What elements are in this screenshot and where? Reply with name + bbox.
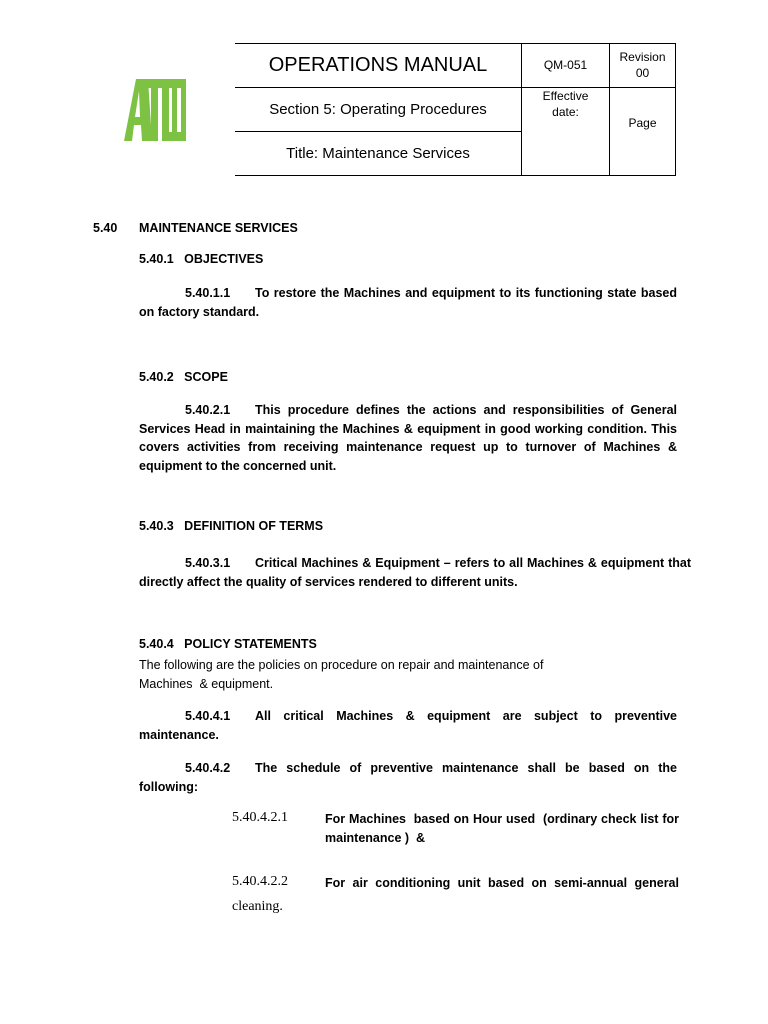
para-number: 5.40.1.1 <box>185 286 231 300</box>
manual-title: OPERATIONS MANUAL <box>268 53 488 76</box>
para-number: 5.40.3.1 <box>185 556 231 570</box>
sub-item-1 <box>325 810 679 847</box>
para-text: The schedule of preventive maintenance shall be based on the <box>255 761 677 775</box>
para-text: To restore the Machines and equipment to its functioning state based <box>255 286 677 300</box>
objectives-paragraph <box>139 284 677 321</box>
section-title: Section 5: Operating Procedures <box>269 101 487 118</box>
company-logo <box>122 75 188 141</box>
document-header <box>235 43 676 176</box>
sub-item-2 <box>325 874 679 893</box>
revision-label: Revision <box>619 50 666 64</box>
revision-cell <box>610 43 675 87</box>
para-number: 5.40.2.1 <box>185 403 231 417</box>
definitions-paragraph <box>139 554 691 591</box>
page-label: Page <box>628 116 657 130</box>
document-title: Title: Maintenance Services <box>286 145 470 162</box>
para-text: For Machines based on Hour used (ordinary check list for <box>325 812 679 826</box>
section-heading: MAINTENANCE SERVICES <box>139 221 298 235</box>
objectives-heading: 5.40.1 OBJECTIVES <box>139 252 264 266</box>
sub-item-number: 5.40.4.2.1 <box>232 810 288 825</box>
definitions-heading: 5.40.3 DEFINITION OF TERMS <box>139 519 324 533</box>
para-text: Critical Machines & Equipment – refers to all Machines & equipment that <box>255 556 691 570</box>
policy-intro-line: Machines & equipment. <box>139 677 274 691</box>
policy-intro-line: The following are the policies on procedure on repair and maintenance of <box>139 658 544 672</box>
section-number: 5.40 <box>93 221 118 235</box>
policy-paragraph-2 <box>139 759 677 796</box>
para-text: following: <box>139 779 199 794</box>
para-number: 5.40.4.2 <box>185 761 231 775</box>
para-text: This procedure defines the actions and responsibilities of General <box>255 403 677 417</box>
para-text: For air conditioning unit based on semi-annual general <box>325 876 679 890</box>
sub-item-number: 5.40.4.2.2 <box>232 874 288 889</box>
para-text: on factory standard. <box>139 304 260 319</box>
policy-paragraph-1 <box>139 707 677 744</box>
scope-paragraph <box>139 401 677 475</box>
effective-date-cell <box>522 88 609 120</box>
atco-logo-icon <box>122 75 188 141</box>
effective-label: Effective <box>542 89 589 103</box>
para-number: 5.40.4.1 <box>185 709 231 723</box>
scope-heading: 5.40.2 SCOPE <box>139 370 228 384</box>
para-text: maintenance ) & <box>325 830 426 845</box>
para-text: covers activities from receiving maintenance request up to turnover of Machines & <box>139 440 677 454</box>
para-text: maintenance. <box>139 727 219 742</box>
revision-value: 00 <box>635 66 650 80</box>
policy-intro <box>139 656 543 694</box>
document-code: QM-051 <box>543 58 588 72</box>
policy-heading: 5.40.4 POLICY STATEMENTS <box>139 637 317 651</box>
para-text: All critical Machines & equipment are subject to preventive <box>255 709 677 723</box>
para-text: directly affect the quality of services rendered to different units. <box>139 574 518 589</box>
effective-label-2: date: <box>552 105 579 119</box>
para-text: Services Head in maintaining the Machines & equipment in good working condition. This <box>139 421 677 436</box>
para-text: equipment to the concerned unit. <box>139 458 337 473</box>
para-text: cleaning. <box>232 899 283 914</box>
